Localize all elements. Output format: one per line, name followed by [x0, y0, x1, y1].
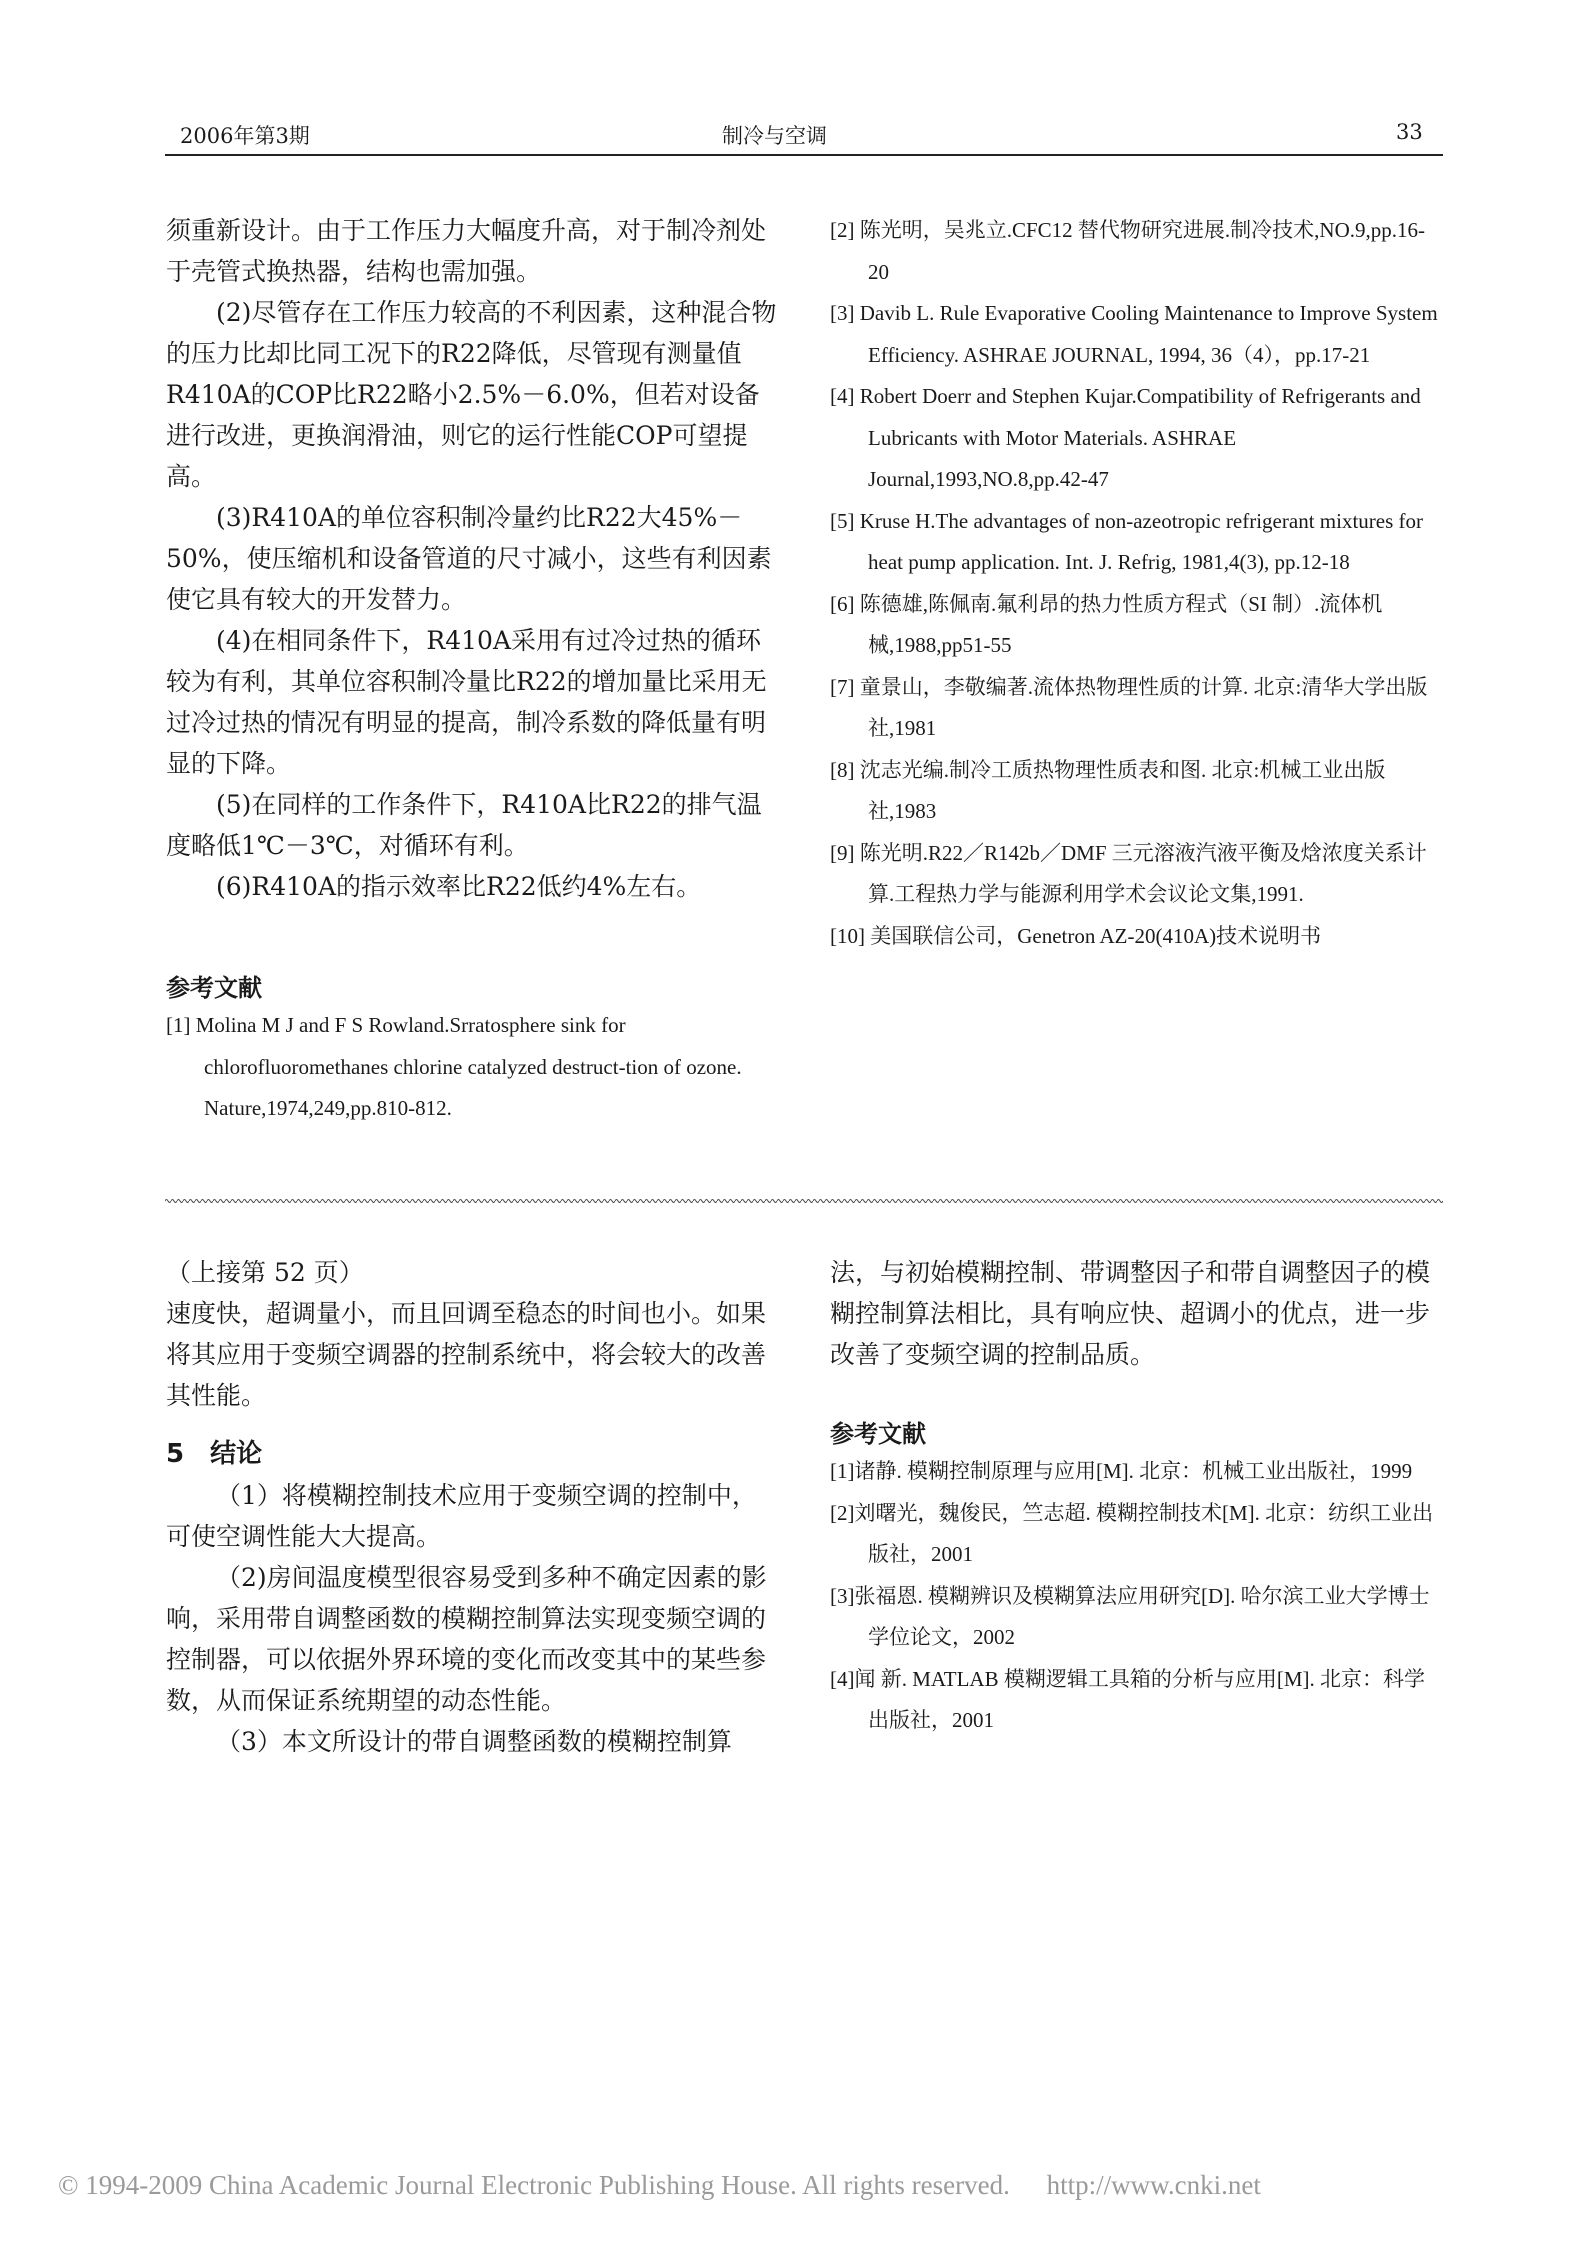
- reference-item: [4]闻 新. MATLAB 模糊逻辑工具箱的分析与应用[M]. 北京：科学出版社，2001: [830, 1666, 1425, 1732]
- reference-item: [3]张福恩. 模糊辨识及模糊算法应用研究[D]. 哈尔滨工业大学博士学位论文，2002: [830, 1583, 1430, 1649]
- journal-name: 制冷与空调: [722, 124, 827, 148]
- top-left-references: [166, 1005, 778, 1130]
- top-left-column: [166, 210, 778, 907]
- paragraph: 法，与初始模糊控制、带调整因子和带自调整因子的模糊控制算法相比，具有响应快、超调小的优点，进一步改善了变频空调的控制品质。: [830, 1258, 1431, 1369]
- paragraph: (6)R410A的指示效率比R22低约4%左右。: [216, 872, 702, 901]
- top-right-references: [830, 210, 1442, 957]
- issue-label: 2006年第3期: [180, 124, 310, 148]
- reference-item: [5] Kruse H.The advantages of non-azeotropic refrigerant mixtures for heat pump application. Int. J. Refrig, 1981,4(3), pp.12-18: [830, 508, 1424, 574]
- continued-note: （上接第 52 页）: [166, 1258, 364, 1287]
- header-rule: [165, 154, 1443, 156]
- reference-item: [2] 陈光明，吴兆立.CFC12 替代物研究进展.制冷技术,NO.9,pp.16-20: [830, 218, 1426, 284]
- footer: [58, 2170, 1538, 2201]
- bottom-right-column: [830, 1252, 1442, 1375]
- reference-item: [8] 沈志光编.制冷工质热物理性质表和图. 北京:机械工业出版社,1983: [830, 757, 1386, 823]
- page-number: 33: [1396, 120, 1423, 144]
- reference-item: [1] Molina M J and F S Rowland.Srratosphere sink for chlorofluoromethanes chlorine catalyzed destruct-tion of ozone. Nature,1974,249,pp.810-812.: [166, 1013, 742, 1120]
- references-heading: 参考文献: [830, 1420, 926, 1448]
- section-separator: [165, 1196, 1443, 1206]
- paragraph: (5)在同样的工作条件下，R410A比R22的排气温度略低1℃－3℃，对循环有利。: [166, 790, 762, 860]
- paragraph: （1）将模糊控制技术应用于变频空调的控制中，可使空调性能大大提高。: [166, 1481, 757, 1551]
- reference-item: [3] Davib L. Rule Evaporative Cooling Maintenance to Improve System Efficiency. ASHRAE JOURNAL, 1994, 36（4），pp.17-21: [830, 301, 1438, 367]
- paragraph: 速度快，超调量小，而且回调至稳态的时间也小。如果将其应用于变频空调器的控制系统中，将会较大的改善其性能。: [166, 1299, 767, 1410]
- footer-url: http://www.cnki.net: [1046, 2170, 1261, 2200]
- references-heading: 参考文献: [166, 974, 262, 1002]
- paragraph: (4)在相同条件下，R410A采用有过冷过热的循环较为有利，其单位容积制冷量比R22的增加量比采用无过冷过热的情况有明显的提高，制冷系数的降低量有明显的下降。: [166, 626, 767, 778]
- reference-item: [10] 美国联信公司，Genetron AZ-20(410A)技术说明书: [830, 923, 1322, 948]
- reference-item: [7] 童景山，李敬编著.流体热物理性质的计算. 北京:清华大学出版社,1981: [830, 674, 1428, 740]
- copyright-notice: © 1994-2009 China Academic Journal Electronic Publishing House. All rights reserved.: [58, 2170, 1010, 2200]
- paragraph: （2)房间温度模型很容易受到多种不确定因素的影响，采用带自调整函数的模糊控制算法实现变频空调的控制器，可以依据外界环境的变化而改变其中的某些参数，从而保证系统期望的动态性能。: [166, 1563, 767, 1715]
- reference-item: [9] 陈光明.R22／R142b／DMF 三元溶液汽液平衡及焓浓度关系计算.工程热力学与能源利用学术会议论文集,1991.: [830, 840, 1427, 906]
- bottom-right-references: [830, 1451, 1442, 1742]
- reference-item: [1]诸静. 模糊控制原理与应用[M]. 北京：机械工业出版社，1999: [830, 1459, 1413, 1483]
- bottom-left-column: [166, 1252, 778, 1762]
- paragraph: (2)尽管存在工作压力较高的不利因素，这种混合物的压力比却比同工况下的R22降低，尽管现有测量值R410A的COP比R22略小2.5%－6.0%，但若对设备进行改进，更换润滑油，则它的运行性能COP可望提高。: [166, 298, 777, 491]
- reference-item: [2]刘曙光，魏俊民，竺志超. 模糊控制技术[M]. 北京：纺织工业出版社，2001: [830, 1500, 1434, 1566]
- paragraph: (3)R410A的单位容积制冷量约比R22大45%－50%，使压缩机和设备管道的尺寸减小，这些有利因素使它具有较大的开发替力。: [166, 503, 772, 614]
- reference-item: [4] Robert Doerr and Stephen Kujar.Compatibility of Refrigerants and Lubricants with Motor Materials. ASHRAE Journal,1993,NO.8,pp.42-47: [830, 384, 1421, 491]
- reference-item: [6] 陈德雄,陈佩南.氟利昂的热力性质方程式（SI 制）.流体机械,1988,pp51-55: [830, 591, 1383, 657]
- section-heading: 5 结论: [166, 1439, 263, 1469]
- paragraph: （3）本文所设计的带自调整函数的模糊控制算: [216, 1727, 732, 1756]
- paragraph: 须重新设计。由于工作压力大幅度升高，对于制冷剂处于壳管式换热器，结构也需加强。: [166, 216, 767, 286]
